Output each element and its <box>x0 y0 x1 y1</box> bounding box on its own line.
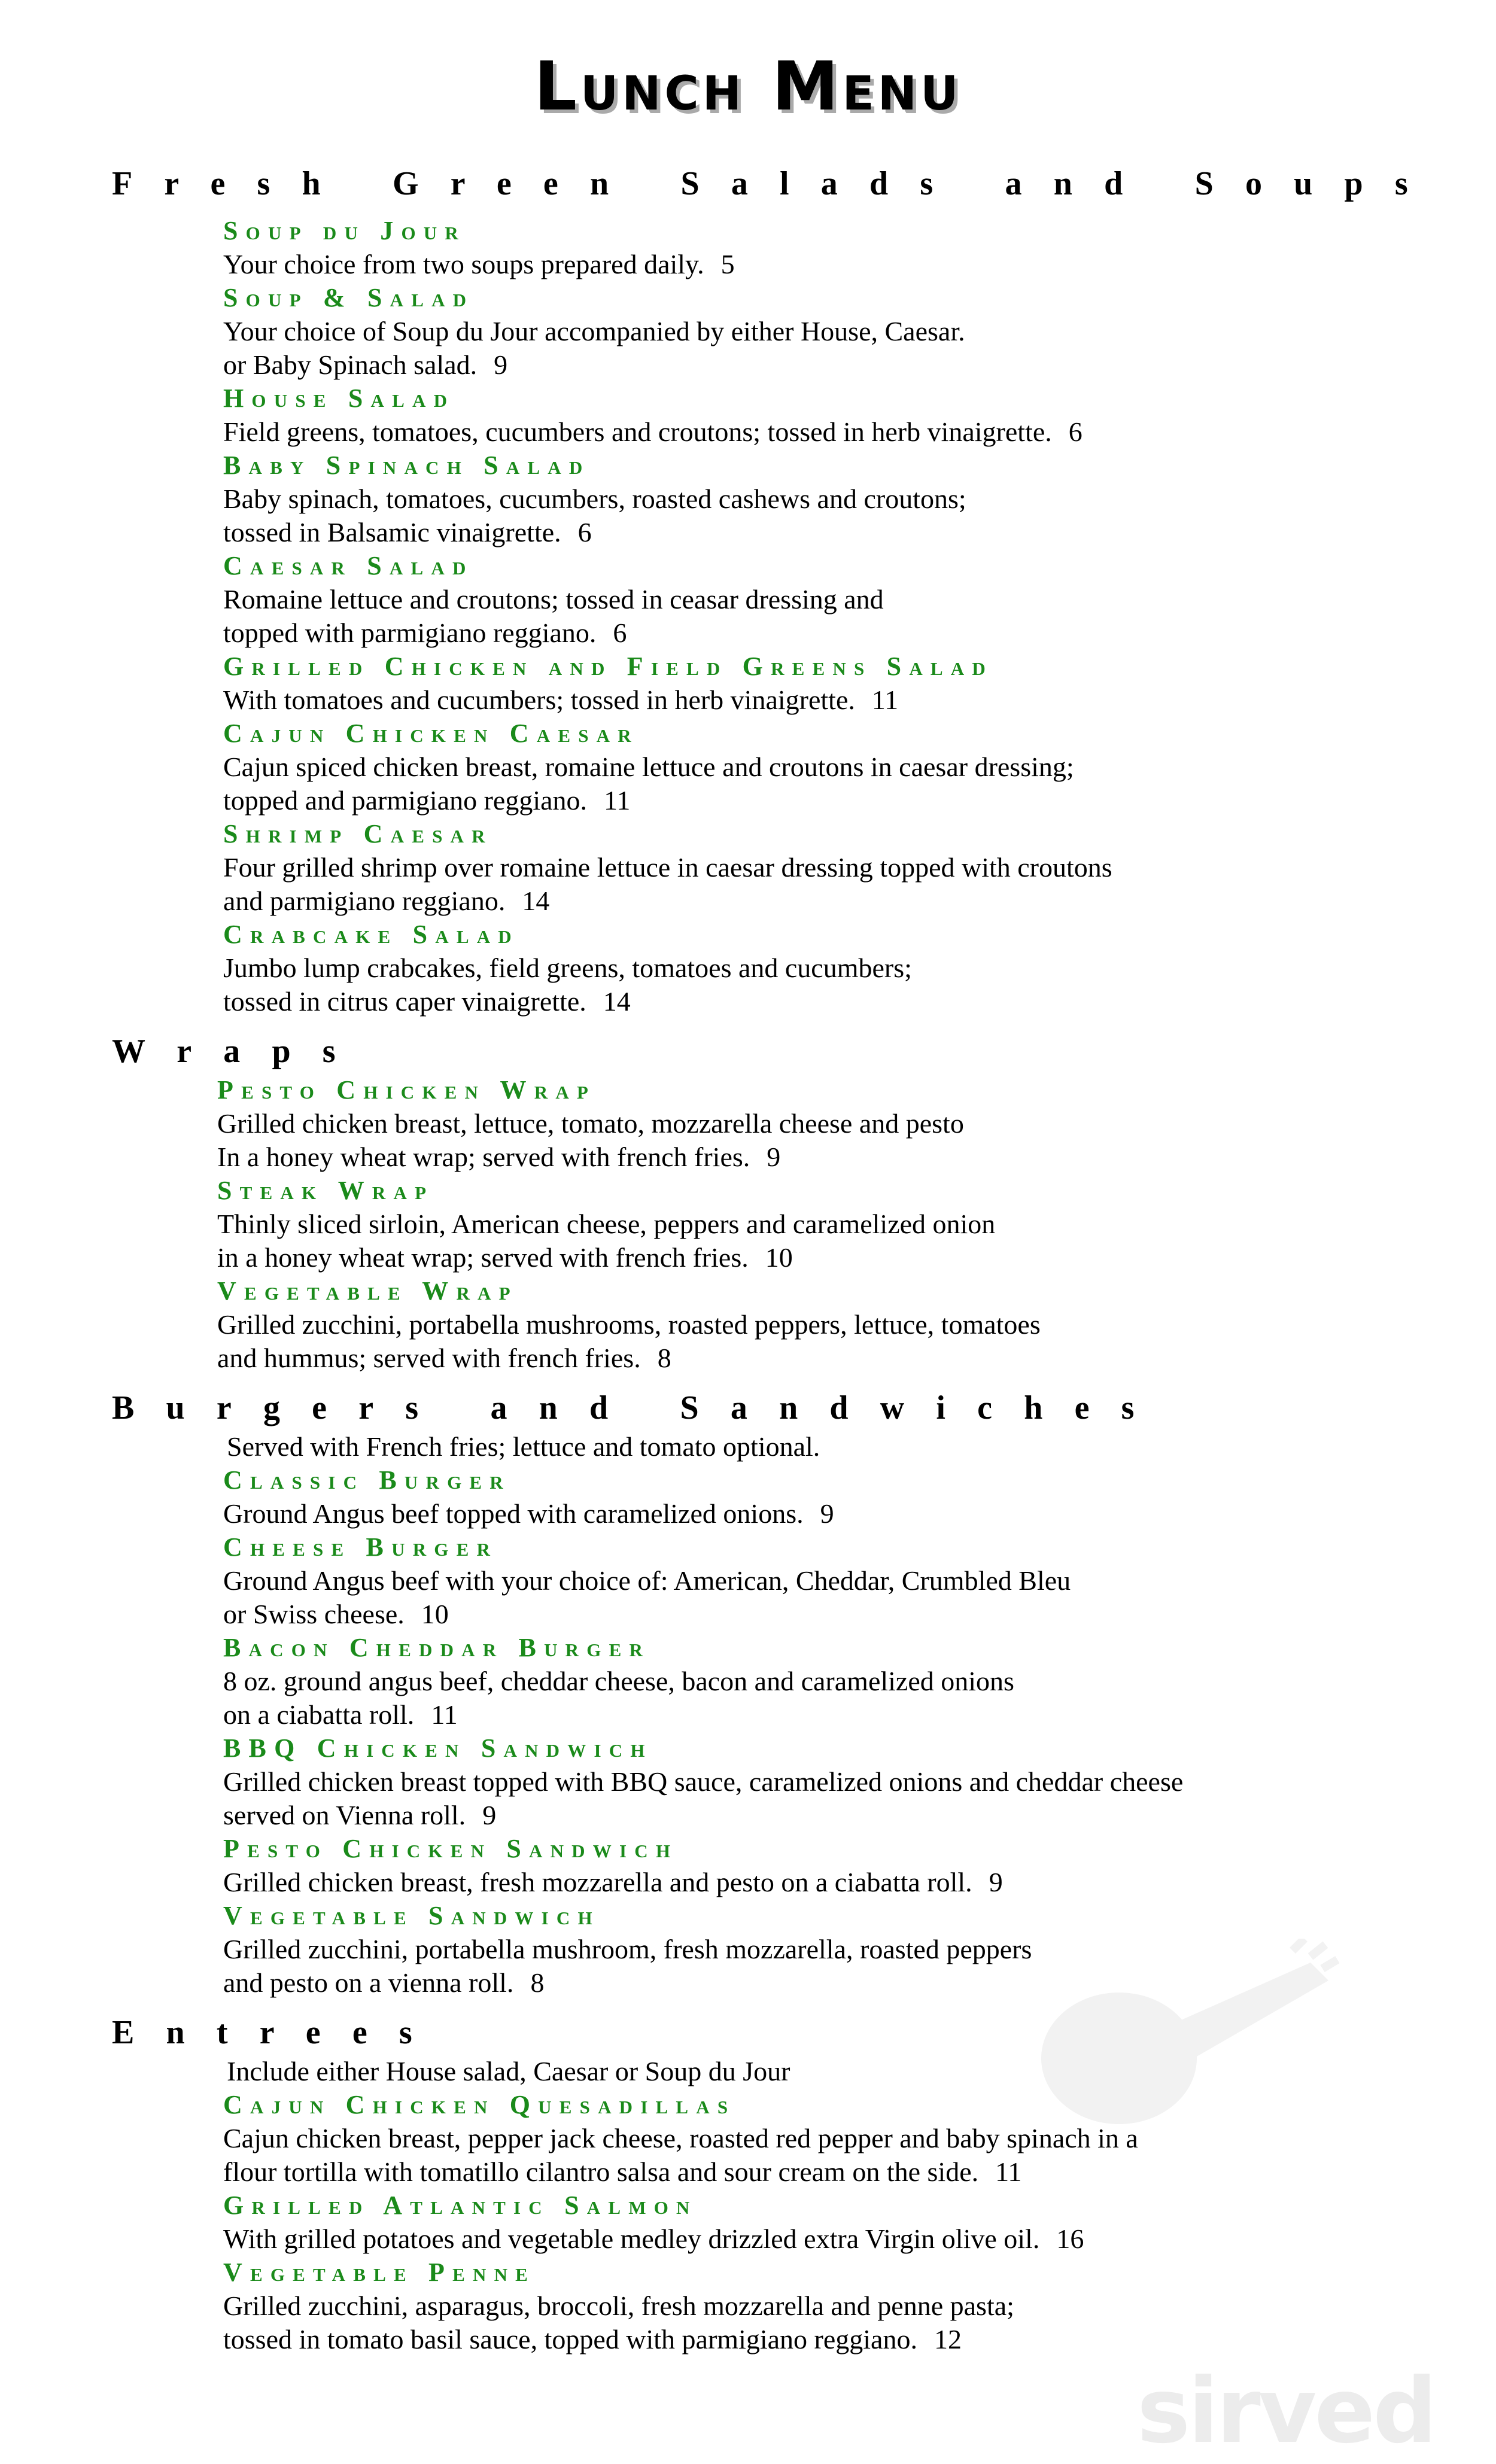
description-text: tossed in Balsamic vinaigrette. <box>223 517 561 547</box>
item-description <box>223 951 1458 985</box>
item-price: 9 <box>494 349 508 380</box>
menu-item <box>223 650 1458 717</box>
item-description <box>223 516 1458 549</box>
item-description <box>223 415 1458 449</box>
menu-item <box>223 214 1458 281</box>
item-description <box>223 683 1458 717</box>
item-price: 11 <box>995 2156 1022 2187</box>
description-text: Field greens, tomatoes, cucumbers and croutons; tossed in herb vinaigrette. <box>223 416 1052 447</box>
item-name: Cajun Chicken Quesadillas <box>223 2090 736 2119</box>
description-text: in a honey wheat wrap; served with french fries. <box>217 1242 749 1273</box>
item-name: Bacon Cheddar Burger <box>223 1633 651 1662</box>
description-text: Cajun chicken breast, pepper jack cheese, roasted red pepper and baby spinach in a <box>223 2123 1138 2153</box>
menu-item <box>223 918 1458 1018</box>
item-price: 12 <box>934 2324 962 2355</box>
description-text: tossed in tomato basil sauce, topped with parmigiano reggiano. <box>223 2324 917 2355</box>
item-description <box>217 1308 1458 1341</box>
menu-item <box>223 2088 1458 2189</box>
item-description <box>223 616 1458 650</box>
item-name: Soup & Salad <box>223 283 475 312</box>
item-name: Soup du Jour <box>223 216 466 245</box>
item-price: 11 <box>604 785 631 816</box>
item-description <box>217 1341 1458 1375</box>
item-description <box>223 1665 1458 1698</box>
description-text: With tomatoes and cucumbers; tossed in herb vinaigrette. <box>223 685 855 715</box>
item-price: 8 <box>657 1343 671 1373</box>
description-text: Grilled chicken breast, fresh mozzarella and pesto on a ciabatta roll. <box>223 1867 972 1897</box>
item-name: Caesar Salad <box>223 551 474 580</box>
item-name: Vegetable Sandwich <box>223 1901 600 1930</box>
item-price: 6 <box>1068 416 1083 447</box>
item-price: 9 <box>989 1867 1003 1897</box>
menu-item <box>223 1832 1458 1899</box>
menu-item <box>223 549 1458 650</box>
description-text: Grilled zucchini, asparagus, broccoli, fresh mozzarella and penne pasta; <box>223 2290 1014 2321</box>
item-name: Pesto Chicken Sandwich <box>223 1834 679 1863</box>
menu-item <box>223 717 1458 817</box>
menu-item <box>223 449 1458 549</box>
item-description <box>223 1765 1458 1799</box>
item-description <box>223 784 1458 817</box>
item-price: 11 <box>871 685 899 715</box>
description-text: Grilled zucchini, portabella mushrooms, roasted peppers, lettuce, tomatoes <box>217 1309 1041 1340</box>
description-text: Jumbo lump crabcakes, field greens, tomatoes and cucumbers; <box>223 953 912 983</box>
item-name: Crabcake Salad <box>223 920 519 949</box>
item-description <box>223 1598 1458 1631</box>
description-text: Grilled chicken breast topped with BBQ sauce, caramelized onions and cheddar cheese <box>223 1766 1184 1797</box>
description-text: In a honey wheat wrap; served with french fries. <box>217 1142 750 1172</box>
item-description <box>223 750 1458 784</box>
item-price: 9 <box>820 1498 834 1529</box>
item-description <box>217 1107 1458 1140</box>
description-text: Four grilled shrimp over romaine lettuce in caesar dressing topped with croutons <box>223 852 1112 883</box>
description-text: Thinly sliced sirloin, American cheese, peppers and caramelized onion <box>217 1209 996 1239</box>
section-title: Entrees <box>112 2014 444 2051</box>
description-text: Romaine lettuce and croutons; tossed in ceasar dressing and <box>223 584 884 615</box>
item-price: 10 <box>765 1242 793 1273</box>
item-price: 9 <box>767 1142 781 1172</box>
description-text: Cajun spiced chicken breast, romaine lettuce and croutons in caesar dressing; <box>223 752 1074 782</box>
item-description <box>223 1866 1458 1899</box>
item-price: 11 <box>431 1699 458 1730</box>
description-text: and pesto on a vienna roll. <box>223 1967 514 1998</box>
item-price: 9 <box>482 1800 497 1830</box>
description-text: Baby spinach, tomatoes, cucumbers, roasted cashews and croutons; <box>223 483 966 514</box>
description-text: or Swiss cheese. <box>223 1599 405 1629</box>
item-description <box>223 2222 1458 2256</box>
item-name: Vegetable Wrap <box>217 1276 518 1306</box>
item-name: Grilled Atlantic Salmon <box>223 2191 698 2220</box>
menu-item <box>223 817 1458 918</box>
description-text: Ground Angus beef with your choice of: American, Cheddar, Crumbled Bleu <box>223 1565 1071 1596</box>
item-name: Shrimp Caesar <box>223 819 493 848</box>
item-price: 10 <box>421 1599 449 1629</box>
item-name: Steak Wrap <box>217 1176 434 1205</box>
item-description <box>217 1207 1458 1241</box>
menu-section-salad <box>112 162 1458 1018</box>
description-text: Ground Angus beef topped with caramelized onions. <box>223 1498 804 1529</box>
sirved-watermark: sirved <box>1137 2359 1435 2463</box>
menu-section-burger <box>112 1386 1458 2000</box>
description-text: With grilled potatoes and vegetable medley drizzled extra Virgin olive oil. <box>223 2223 1040 2254</box>
section-note: Include either House salad, Caesar or Soup du Jour <box>227 2056 790 2086</box>
item-name: Grilled Chicken and Field Greens Salad <box>223 652 993 681</box>
item-description <box>223 851 1458 884</box>
description-text: served on Vienna roll. <box>223 1800 466 1830</box>
item-description <box>223 985 1458 1018</box>
item-name: Cajun Chicken Caesar <box>223 719 639 748</box>
item-description <box>223 248 1458 281</box>
item-description <box>223 1966 1458 2000</box>
menu <box>112 162 1458 2356</box>
menu-item <box>223 281 1458 382</box>
item-description <box>223 348 1458 382</box>
item-name: Classic Burger <box>223 1465 511 1495</box>
item-description <box>223 1799 1458 1832</box>
item-name: House Salad <box>223 384 455 413</box>
menu-item <box>223 1732 1458 1832</box>
item-description <box>217 1140 1458 1174</box>
description-text: Your choice from two soups prepared daily. <box>223 249 704 279</box>
description-text: Grilled chicken breast, lettuce, tomato, mozzarella cheese and pesto <box>217 1108 964 1139</box>
section-title: Burgers and Sandwiches <box>112 1389 1166 1426</box>
section-note: Served with French fries; lettuce and tomato optional. <box>227 1431 820 1462</box>
description-text: and hummus; served with french fries. <box>217 1343 641 1373</box>
item-description <box>223 1698 1458 1732</box>
menu-item <box>223 2256 1458 2356</box>
item-price: 8 <box>530 1967 545 1998</box>
description-text: or Baby Spinach salad. <box>223 349 478 380</box>
description-text: topped and parmigiano reggiano. <box>223 785 588 816</box>
description-text: flour tortilla with tomatillo cilantro salsa and sour cream on the side. <box>223 2156 979 2187</box>
item-name: Vegetable Penne <box>223 2258 536 2287</box>
item-description <box>223 482 1458 516</box>
description-text: Your choice of Soup du Jour accompanied by either House, Caesar. <box>223 316 965 346</box>
description-text: tossed in citrus caper vinaigrette. <box>223 986 586 1017</box>
item-price: 6 <box>577 517 592 547</box>
item-price: 6 <box>613 617 627 648</box>
menu-item <box>223 1531 1458 1631</box>
item-name: Baby Spinach Salad <box>223 451 591 480</box>
item-name: Pesto Chicken Wrap <box>217 1075 597 1105</box>
description-text: 8 oz. ground angus beef, cheddar cheese, bacon and caramelized onions <box>223 1666 1014 1696</box>
description-text: on a ciabatta roll. <box>223 1699 415 1730</box>
item-description <box>223 1564 1458 1598</box>
item-description <box>223 1933 1458 1966</box>
menu-item <box>217 1073 1458 1174</box>
item-description <box>217 1241 1458 1274</box>
item-description <box>223 2155 1458 2189</box>
description-text: and parmigiano reggiano. <box>223 886 506 916</box>
item-description <box>223 315 1458 348</box>
item-price: 14 <box>522 886 550 916</box>
menu-item <box>223 382 1458 449</box>
menu-section-entree <box>112 2010 1458 2356</box>
item-description <box>223 2289 1458 2323</box>
menu-section-wrap <box>112 1029 1458 1375</box>
description-text: topped with parmigiano reggiano. <box>223 617 597 648</box>
item-price: 16 <box>1056 2223 1084 2254</box>
section-title: Wraps <box>112 1033 367 1070</box>
item-description <box>223 2122 1458 2155</box>
item-description <box>223 583 1458 616</box>
item-description <box>223 1497 1458 1531</box>
item-price: 14 <box>603 986 631 1017</box>
menu-item <box>217 1274 1458 1375</box>
menu-item <box>223 1464 1458 1531</box>
item-name: Cheese Burger <box>223 1532 498 1562</box>
item-description <box>223 884 1458 918</box>
description-text: Grilled zucchini, portabella mushroom, fresh mozzarella, roasted peppers <box>223 1934 1032 1964</box>
item-name: BBQ Chicken Sandwich <box>223 1733 653 1763</box>
menu-item <box>223 1631 1458 1732</box>
menu-item <box>223 2189 1458 2256</box>
item-description <box>223 2323 1458 2356</box>
menu-item <box>217 1174 1458 1274</box>
section-title: Fresh Green Salads and Soups <box>112 165 1440 202</box>
item-price: 5 <box>720 249 735 279</box>
menu-item <box>223 1899 1458 2000</box>
page-title: Lunch Menu <box>534 48 962 126</box>
